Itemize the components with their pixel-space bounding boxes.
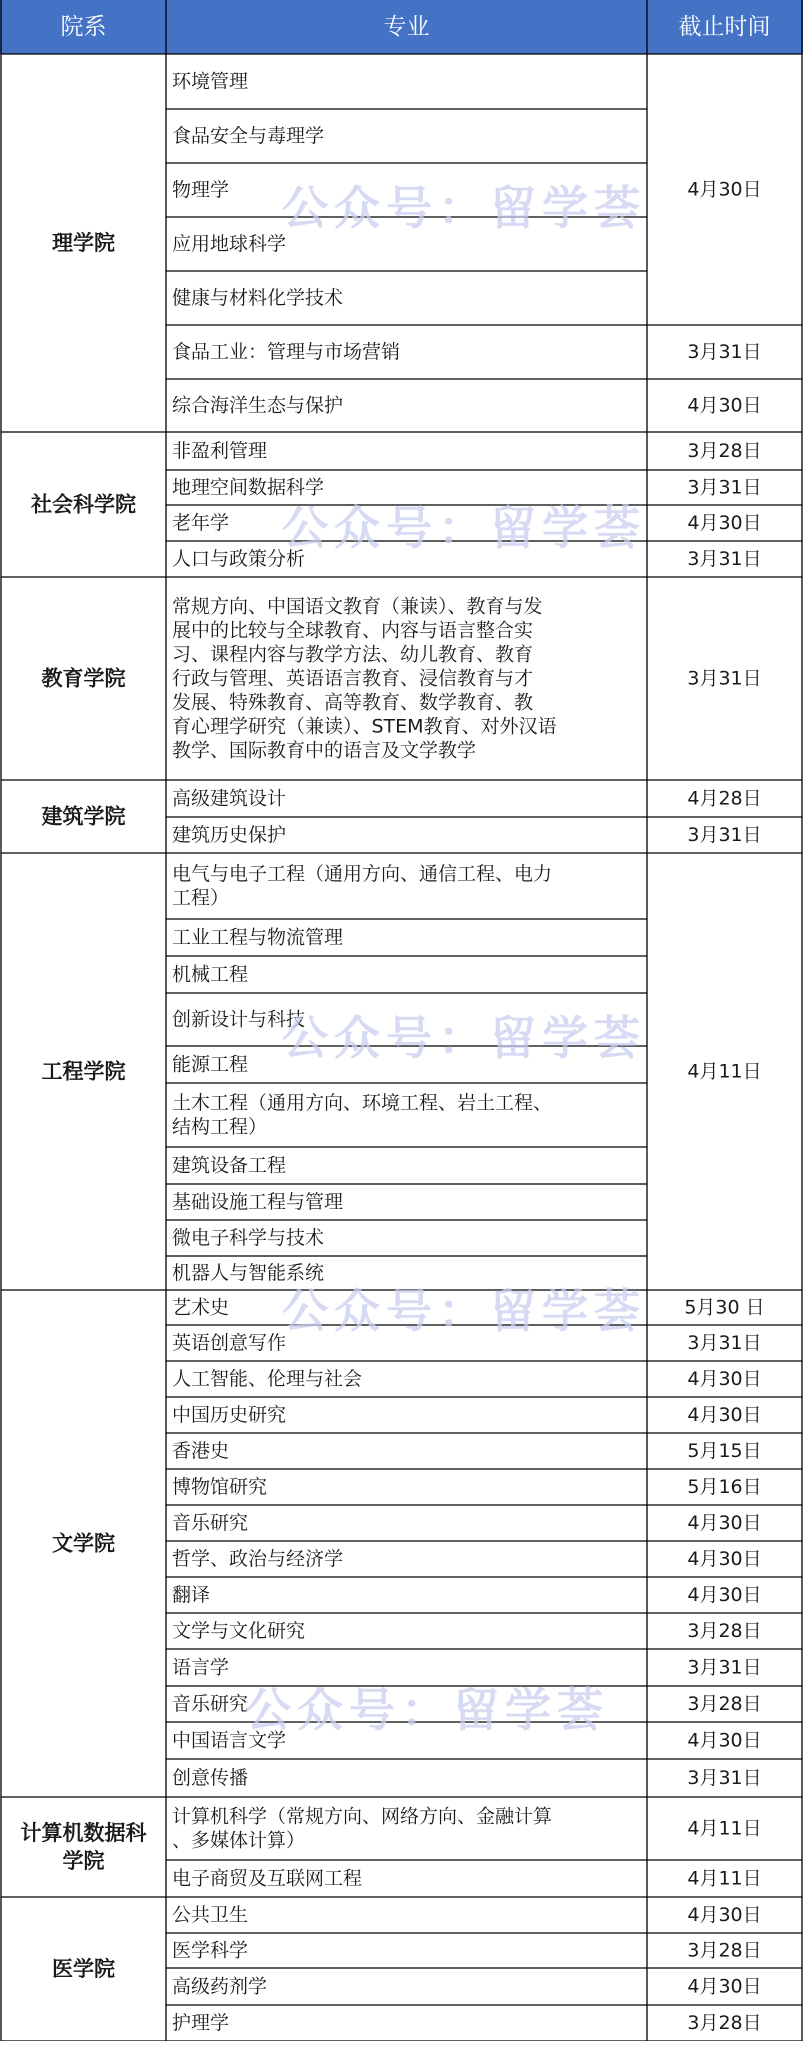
deadline-value: 3月31日: [687, 1656, 762, 1679]
deadline-value: 4月30日: [687, 1975, 762, 1998]
deadline-value: 4月30日: [687, 1904, 762, 1926]
major-name: 微电子科学与技术: [172, 1227, 325, 1249]
major-name: 地理空间数据科学: [172, 476, 325, 499]
major-name: 发展、特殊教育、高等教育、数学教育、教: [172, 691, 534, 714]
major-name: 工程）: [172, 887, 230, 909]
deadline-value: 4月30日: [687, 1584, 762, 1606]
major-name: 应用地球科学: [172, 233, 287, 255]
deadline-value: 4月30日: [687, 1729, 762, 1752]
major-name: 创意传播: [172, 1767, 249, 1789]
dept-name: 学院: [62, 1849, 105, 1873]
deadline-value: 4月11日: [687, 1817, 762, 1840]
major-name: 高级药剂学: [172, 1975, 268, 1998]
major-name: 艺术史: [172, 1296, 230, 1319]
deadline-value: 3月31日: [687, 476, 762, 499]
major-name: 环境管理: [172, 70, 249, 93]
deadline-value: 4月11日: [687, 1060, 762, 1083]
major-name: 常规方向、中国语文教育（兼读）、教育与发: [172, 595, 543, 618]
deadline-value: 3月28日: [687, 2012, 762, 2034]
major-name: 音乐研究: [172, 1512, 249, 1534]
major-name: 老年学: [172, 512, 230, 534]
dept-name: 社会科学院: [31, 492, 136, 517]
major-name: 土木工程（通用方向、环境工程、岩土工程、: [172, 1092, 553, 1114]
deadline-value: 4月30日: [687, 1548, 762, 1570]
deadline-value: 3月31日: [687, 341, 762, 363]
major-name: 人口与政策分析: [172, 548, 306, 570]
major-name: 音乐研究: [172, 1693, 249, 1715]
major-name: 习、课程内容与教学方法、幼儿教育、教育: [172, 643, 534, 666]
major-name: 护理学: [172, 2012, 230, 2034]
deadline-value: 4月28日: [687, 787, 762, 810]
deadline-value: 3月31日: [687, 548, 762, 570]
major-name: 教学、国际教育中的语言及文学教学: [172, 739, 477, 762]
header-deadline: 截止时间: [678, 14, 771, 40]
major-name: 非盈利管理: [172, 440, 268, 462]
major-name: 博物馆研究: [172, 1476, 268, 1498]
watermark: 公众号：留学荟: [282, 181, 646, 235]
major-name: 人工智能、伦理与社会: [172, 1368, 363, 1390]
deadline-value: 5月15日: [687, 1440, 762, 1462]
major-name: 工业工程与物流管理: [172, 926, 344, 949]
major-name: 建筑设备工程: [172, 1154, 287, 1177]
major-name: 医学科学: [172, 1939, 249, 1962]
major-name: 基础设施工程与管理: [172, 1191, 344, 1213]
major-name: 物理学: [172, 179, 230, 201]
deadline-value: 3月28日: [687, 440, 762, 462]
major-name: 建筑历史保护: [172, 824, 287, 846]
deadline-value: 4月30日: [687, 1404, 762, 1426]
major-name: 综合海洋生态与保护: [172, 394, 344, 417]
deadline-value: 5月30 日: [684, 1296, 765, 1319]
dept-name: 文学院: [52, 1531, 115, 1556]
major-name: 哲学、政治与经济学: [172, 1548, 344, 1570]
dept-name: 理学院: [52, 231, 115, 255]
deadline-value: 4月30日: [687, 1512, 762, 1534]
watermark: 公众号：留学荟: [282, 1284, 646, 1338]
dept-name: 医学院: [52, 1957, 115, 1981]
major-name: 能源工程: [172, 1053, 249, 1076]
header-major: 专业: [383, 14, 430, 40]
dept-name: 工程学院: [41, 1059, 126, 1084]
deadline-value: 4月30日: [687, 178, 762, 201]
major-name: 行政与管理、英语语言教育、浸信教育与才: [172, 667, 534, 690]
deadline-value: 3月28日: [687, 1693, 762, 1715]
deadline-value: 4月30日: [687, 394, 762, 417]
deadline-value: 4月11日: [687, 1867, 762, 1890]
major-name: 公共卫生: [172, 1904, 249, 1926]
major-name: 中国语言文学: [172, 1729, 287, 1752]
major-name: 、多媒体计算）: [172, 1829, 306, 1852]
major-name: 育心理学研究（兼读）、STEM教育、对外汉语: [172, 715, 557, 738]
watermark: 公众号：留学荟: [245, 1683, 609, 1737]
deadline-value: 3月31日: [687, 824, 762, 846]
major-name: 食品安全与毒理学: [172, 125, 325, 147]
major-name: 中国历史研究: [172, 1404, 287, 1426]
deadline-value: 3月31日: [687, 1767, 762, 1789]
major-name: 英语创意写作: [172, 1332, 287, 1354]
major-name: 机器人与智能系统: [172, 1262, 325, 1284]
major-name: 食品工业：管理与市场营销: [172, 341, 401, 363]
major-name: 电气与电子工程（通用方向、通信工程、电力: [172, 863, 553, 885]
dept-name: 教育学院: [41, 666, 126, 691]
major-name: 展中的比较与全球教育、内容与语言整合实: [172, 619, 534, 642]
major-name: 机械工程: [172, 963, 249, 986]
watermark: 公众号：留学荟: [282, 501, 646, 555]
deadline-value: 3月31日: [687, 1332, 762, 1354]
deadline-value: 4月30日: [687, 1368, 762, 1390]
major-name: 创新设计与科技: [172, 1008, 306, 1031]
header-dept: 院系: [60, 14, 107, 40]
major-name: 健康与材料化学技术: [172, 287, 344, 309]
major-name: 计算机科学（常规方向、网络方向、金融计算: [172, 1805, 553, 1828]
deadline-value: 3月28日: [687, 1620, 762, 1642]
dept-name: 计算机数据科: [20, 1821, 147, 1845]
deadline-value: 3月31日: [687, 667, 762, 690]
deadline-value: 4月30日: [687, 512, 762, 534]
deadline-value: 5月16日: [687, 1476, 762, 1498]
major-name: 香港史: [172, 1440, 230, 1462]
major-name: 文学与文化研究: [172, 1620, 306, 1642]
major-name: 结构工程）: [172, 1116, 268, 1138]
major-name: 翻译: [172, 1584, 211, 1606]
deadline-value: 3月28日: [687, 1939, 762, 1962]
major-name: 高级建筑设计: [172, 787, 287, 810]
dept-name: 建筑学院: [41, 804, 126, 829]
watermark: 公众号：留学荟: [282, 1011, 646, 1065]
major-name: 电子商贸及互联网工程: [172, 1867, 363, 1890]
major-name: 语言学: [172, 1656, 230, 1679]
